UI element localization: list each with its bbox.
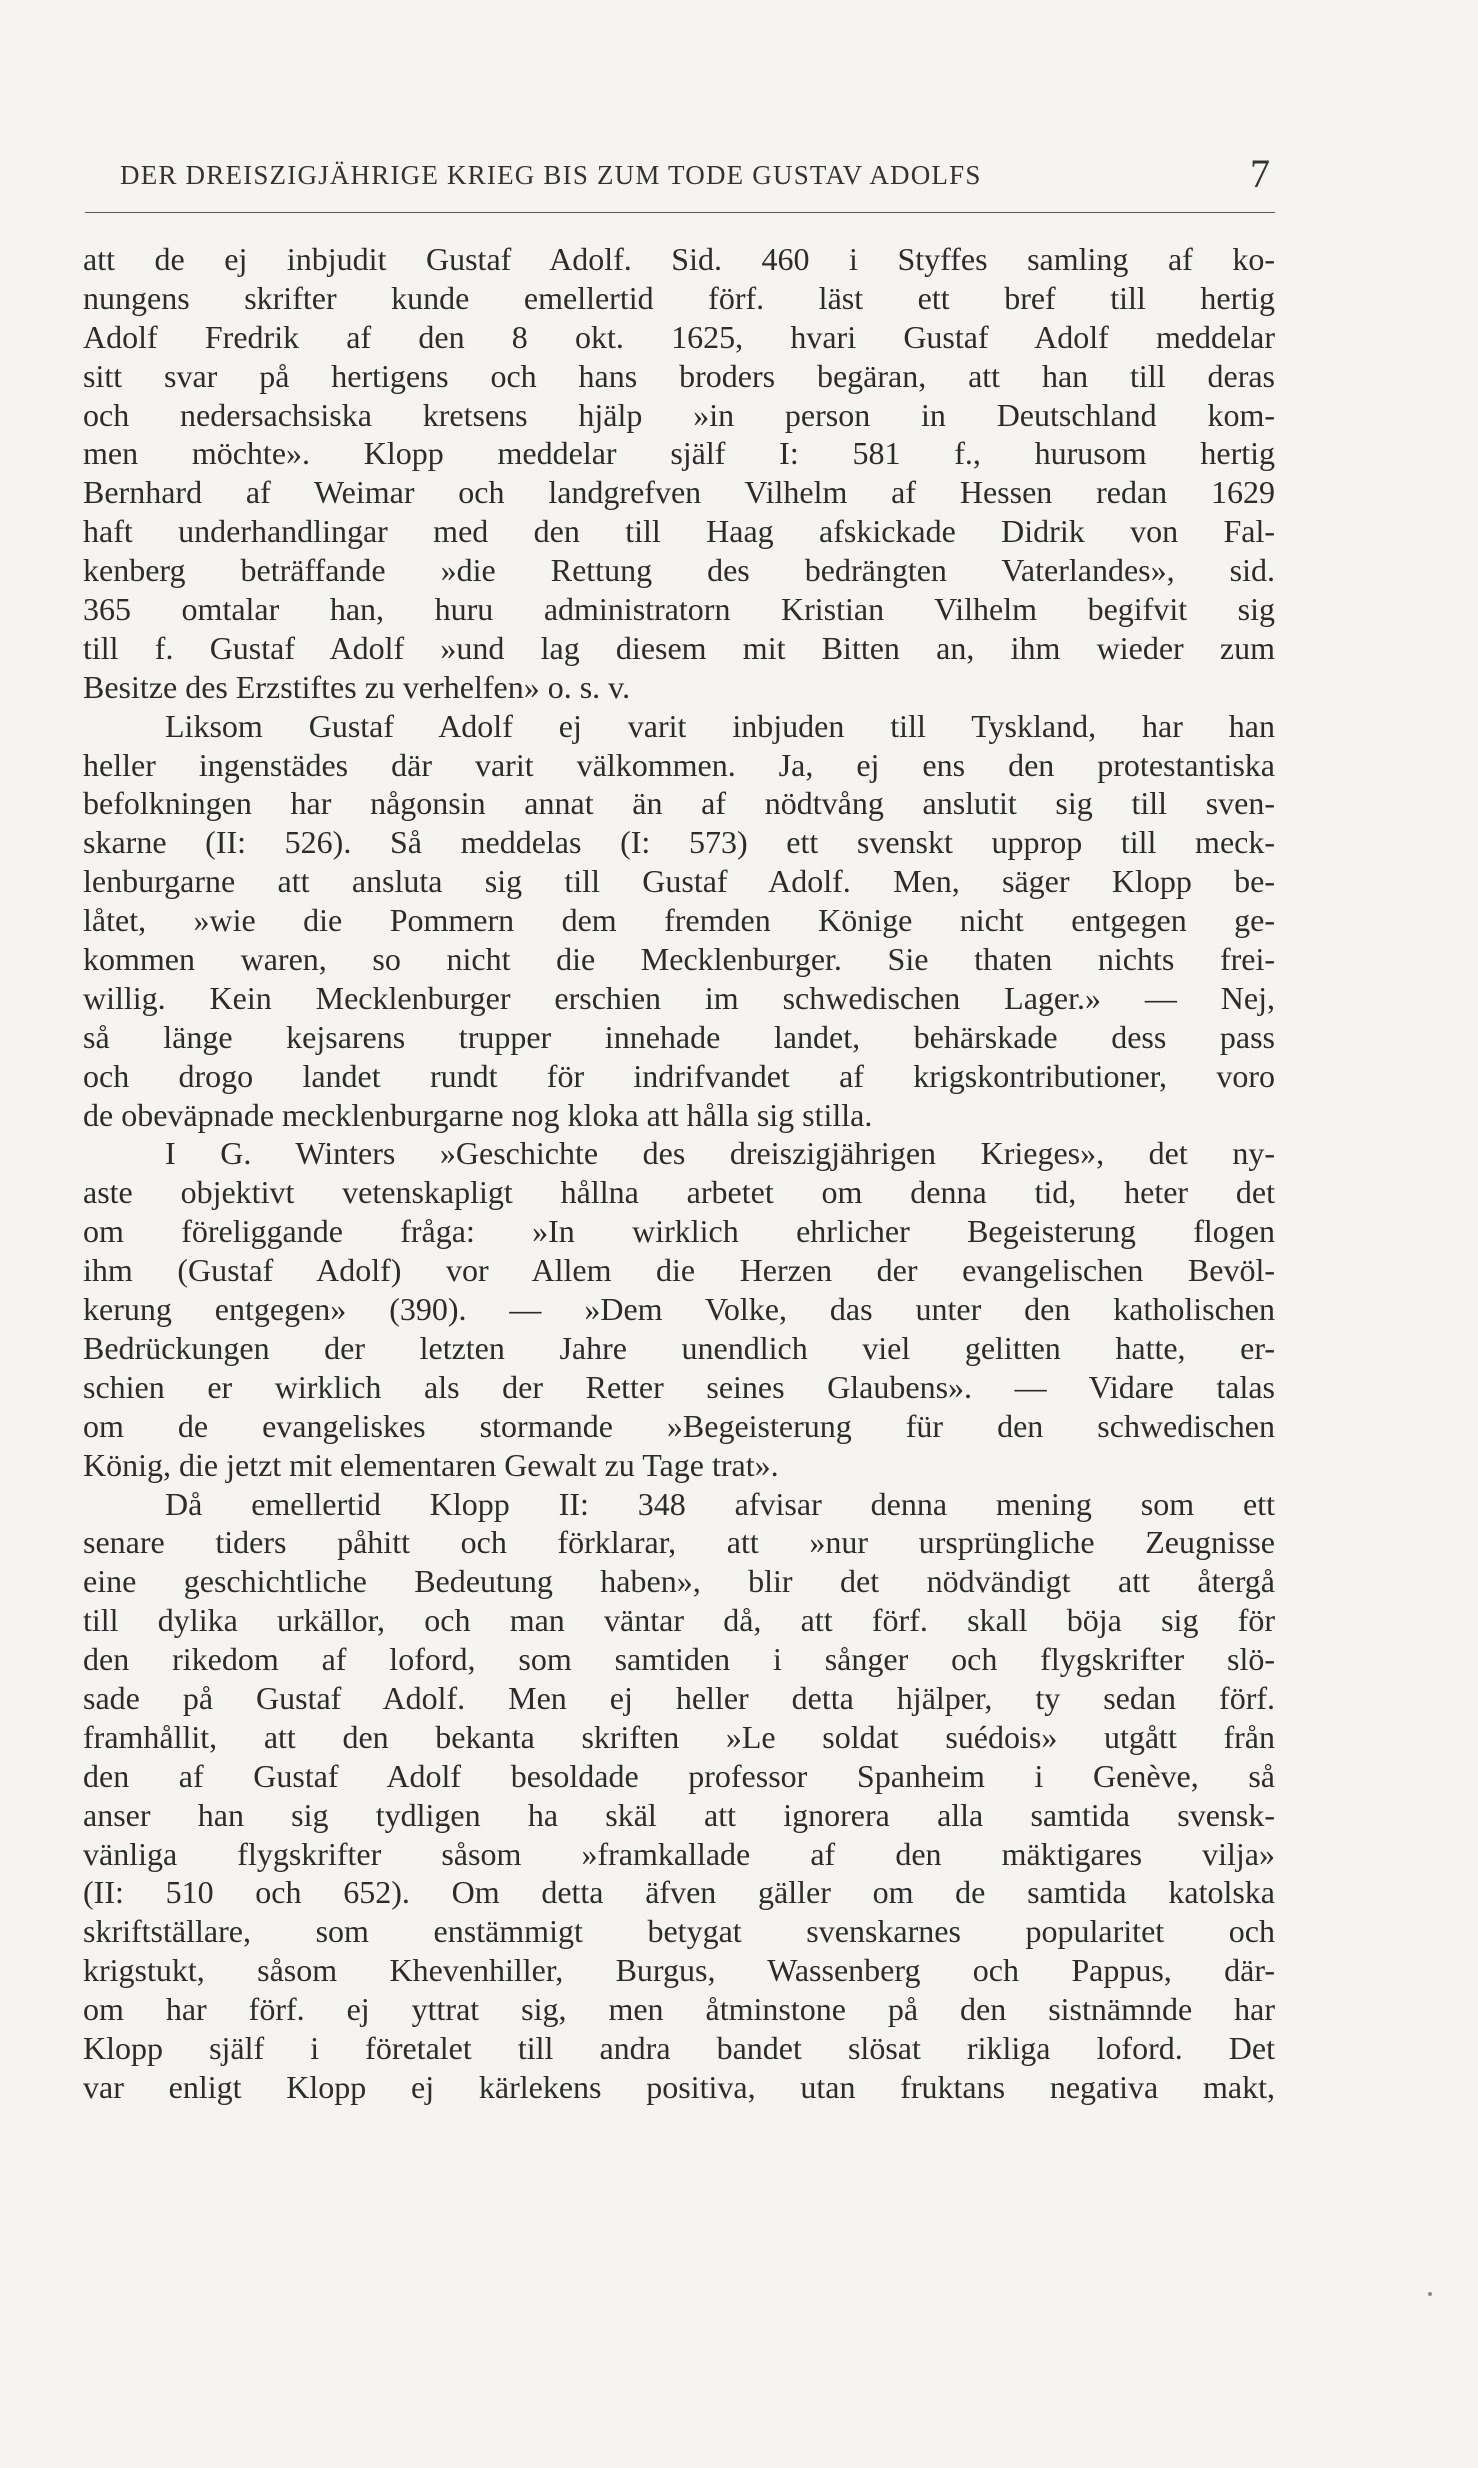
text-line: Klopp själf i företalet till andra bandet slösat rikliga loford. Det xyxy=(83,2029,1275,2066)
text-line: befolkningen har någonsin annat än af nödtvång anslutit sig till sven- xyxy=(83,785,1275,822)
text-line: Adolf Fredrik af den 8 okt. 1625, hvari Gustaf Adolf meddelar xyxy=(83,318,1275,355)
text-line: låtet, »wie die Pommern dem fremden Könige nicht entgegen ge- xyxy=(83,902,1275,939)
text-line: nungens skrifter kunde emellertid förf. läst ett bref till hertig xyxy=(83,279,1275,316)
text-line: krigstukt, såsom Khevenhiller, Burgus, Wassenberg och Pappus, där- xyxy=(83,1952,1275,1989)
text-line: till f. Gustaf Adolf »und lag diesem mit Bitten an, ihm wieder zum xyxy=(83,629,1275,666)
text-line: Liksom Gustaf Adolf ej varit inbjuden till Tyskland, har han xyxy=(165,707,1275,744)
text-line: Då emellertid Klopp II: 348 afvisar denna mening som ett xyxy=(165,1485,1275,1522)
text-line: Besitze des Erzstiftes zu verhelfen» o. s. v. xyxy=(83,668,631,705)
text-line: schien er wirklich als der Retter seines Glaubens». — Vidare talas xyxy=(83,1368,1275,1405)
text-line: den rikedom af loford, som samtiden i sånger och flygskrifter slö- xyxy=(83,1641,1275,1678)
text-line: haft underhandlingar med den till Haag afskickade Didrik von Fal- xyxy=(83,513,1275,550)
body-text xyxy=(83,240,1275,2107)
text-line: I G. Winters »Geschichte des dreiszigjährigen Krieges», det ny- xyxy=(165,1135,1275,1172)
paper-speck xyxy=(1428,2292,1432,2296)
text-line: men möchte». Klopp meddelar själf I: 581 f., hurusom hertig xyxy=(83,435,1275,472)
text-line: skarne (II: 526). Så meddelas (I: 573) ett svenskt upprop till meck- xyxy=(83,824,1275,861)
header-rule xyxy=(85,212,1275,213)
text-line: de obeväpnade mecklenburgarne nog kloka att hålla sig stilla. xyxy=(83,1096,873,1133)
text-line: och drogo landet rundt för indrifvandet af krigskontributioner, voro xyxy=(83,1057,1275,1094)
text-line: 365 omtalar han, huru administratorn Kristian Vilhelm begifvit sig xyxy=(83,591,1275,628)
text-line: ihm (Gustaf Adolf) vor Allem die Herzen der evangelischen Bevöl- xyxy=(83,1252,1275,1289)
text-line: vänliga flygskrifter såsom »framkallade af den mäktigares vilja» xyxy=(83,1835,1275,1872)
text-line: skriftställare, som enstämmigt betygat svenskarnes popularitet och xyxy=(83,1913,1275,1950)
text-line: och nedersachsiska kretsens hjälp »in person in Deutschland kom- xyxy=(83,396,1275,433)
text-line: eine geschichtliche Bedeutung haben», blir det nödvändigt att återgå xyxy=(83,1563,1275,1600)
text-line: om har förf. ej yttrat sig, men åtminstone på den sistnämnde har xyxy=(83,1991,1275,2028)
text-line: Bernhard af Weimar och landgrefven Vilhelm af Hessen redan 1629 xyxy=(83,474,1275,511)
text-line: sade på Gustaf Adolf. Men ej heller detta hjälper, ty sedan förf. xyxy=(83,1679,1275,1716)
text-line: lenburgarne att ansluta sig till Gustaf Adolf. Men, säger Klopp be- xyxy=(83,863,1275,900)
text-line: om de evangeliskes stormande »Begeisterung für den schwedischen xyxy=(83,1407,1275,1444)
text-line: kenberg beträffande »die Rettung des bedrängten Vaterlandes», sid. xyxy=(83,552,1275,589)
text-line: kommen waren, so nicht die Mecklenburger. Sie thaten nichts frei- xyxy=(83,941,1275,978)
text-line: kerung entgegen» (390). — »Dem Volke, das unter den katholischen xyxy=(83,1291,1275,1328)
running-head xyxy=(120,150,1270,200)
text-line: heller ingenstädes där varit välkommen. Ja, ej ens den protestantiska xyxy=(83,746,1275,783)
text-line: Bedrückungen der letzten Jahre unendlich viel gelitten hatte, er- xyxy=(83,1329,1275,1366)
text-line: till dylika urkällor, och man väntar då, att förf. skall böja sig för xyxy=(83,1602,1275,1639)
text-line: (II: 510 och 652). Om detta äfven gäller om de samtida katolska xyxy=(83,1874,1275,1911)
text-line: att de ej inbjudit Gustaf Adolf. Sid. 460 i Styffes samling af ko- xyxy=(83,241,1275,277)
text-line: aste objektivt vetenskapligt hållna arbetet om denna tid, heter det xyxy=(83,1174,1275,1211)
text-line: senare tiders påhitt och förklarar, att »nur ursprüngliche Zeugnisse xyxy=(83,1524,1275,1561)
text-line: så länge kejsarens trupper innehade landet, behärskade dess pass xyxy=(83,1018,1275,1055)
running-title: DER DREISZIGJÄHRIGE KRIEG BIS ZUM TODE GUSTAV ADOLFS xyxy=(120,160,982,190)
text-line: willig. Kein Mecklenburger erschien im schwedischen Lager.» — Nej, xyxy=(83,979,1275,1016)
text-line: var enligt Klopp ej kärlekens positiva, utan fruktans negativa makt, xyxy=(83,2068,1275,2105)
text-line: den af Gustaf Adolf besoldade professor Spanheim i Genève, så xyxy=(83,1757,1275,1794)
text-line: König, die jetzt mit elementaren Gewalt zu Tage trat». xyxy=(83,1446,779,1483)
page-number: 7 xyxy=(1250,151,1270,196)
text-line: sitt svar på hertigens och hans broders begäran, att han till deras xyxy=(83,357,1275,394)
text-line: anser han sig tydligen ha skäl att ignorera alla samtida svensk- xyxy=(83,1796,1275,1833)
text-line: framhållit, att den bekanta skriften »Le soldat suédois» utgått från xyxy=(83,1718,1275,1755)
text-line: om föreliggande fråga: »In wirklich ehrlicher Begeisterung flogen xyxy=(83,1213,1275,1250)
